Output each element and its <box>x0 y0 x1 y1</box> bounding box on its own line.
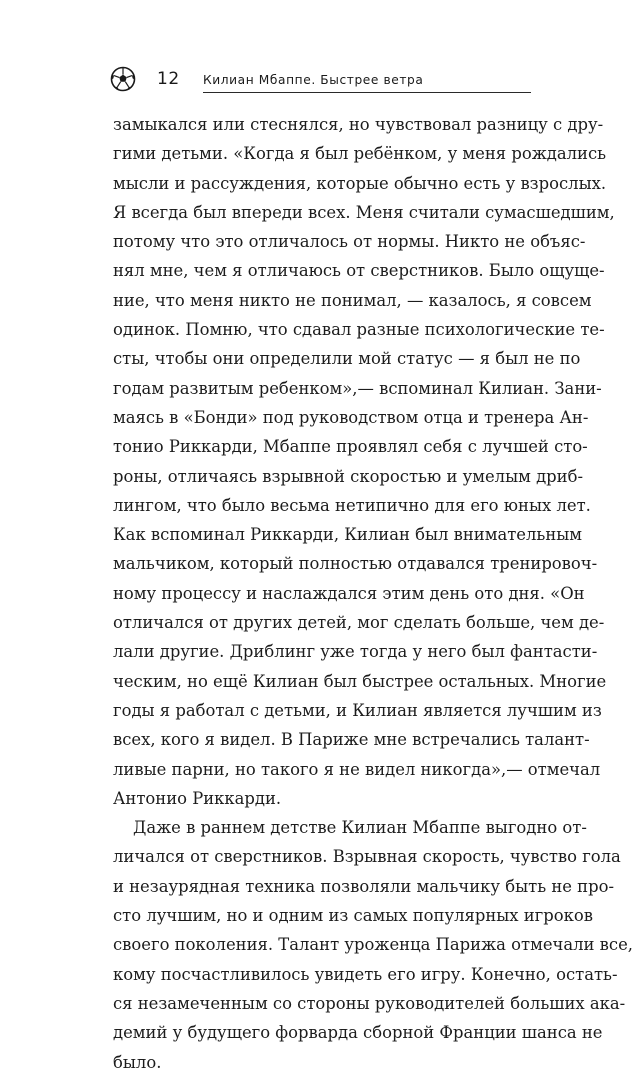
text-line: Антонио Риккарди. <box>113 788 282 808</box>
text-line: потому что это отличалось от нормы. Никто не объяс- <box>113 232 586 252</box>
soccer-ball-icon <box>110 66 136 92</box>
text-line: Я всегда был впереди всех. Меня считали сумасшедшим, <box>113 202 615 222</box>
text-line: лали другие. Дриблинг уже тогда у него был фантасти- <box>113 642 598 662</box>
text-line: демий у будущего форварда сборной Франции шанса не <box>113 1023 603 1043</box>
page-header <box>0 58 644 102</box>
text-line: своего поколения. Талант уроженца Парижа отмечали все, <box>113 935 633 955</box>
text-line: было. <box>113 1052 162 1072</box>
text-line: сты, чтобы они определили мой статус — я был не по <box>113 349 581 369</box>
text-line: отличался от других детей, мог сделать больше, чем де- <box>113 613 605 633</box>
text-line: замыкался или стеснялся, но чувствовал разницу с дру- <box>113 115 604 134</box>
running-title: Килиан Мбаппе. Быстрее ветра <box>203 73 424 87</box>
text-line: годы я работал с детьми, и Килиан является лучшим из <box>113 700 602 720</box>
text-line: всех, кого я видел. В Париже мне встречались талант- <box>113 730 590 750</box>
text-line: ческим, но ещё Килиан был быстрее остальных. Многие <box>113 671 607 691</box>
text-line: ние, что меня никто не понимал, — казалось, я совсем <box>113 290 592 310</box>
text-line: ному процессу и наслаждался этим день ото дня. «Он <box>113 583 585 603</box>
text-line: Даже в раннем детстве Килиан Мбаппе выгодно от- <box>133 818 587 838</box>
text-line: лингом, что было весьма нетипично для его юных лет. <box>113 495 591 515</box>
page-number: 12 <box>157 69 180 89</box>
text-line: годам развитым ребенком»,— вспоминал Килиан. Зани- <box>113 378 602 398</box>
text-line: ся незамеченным со стороны руководителей больших ака- <box>113 993 626 1013</box>
text-line: личался от сверстников. Взрывная скорость, чувство гола <box>113 847 621 867</box>
text-line: роны, отличаясь взрывной скоростью и умелым дриб- <box>113 466 584 486</box>
text-line: тонио Риккарди, Мбаппе проявлял себя с лучшей сто- <box>113 437 588 457</box>
text-line: сто лучшим, но и одним из самых популярных игроков <box>113 906 593 926</box>
text-line: кому посчастливилось увидеть его игру. Конечно, остать- <box>113 964 618 984</box>
text-line: маясь в «Бонди» под руководством отца и тренера Ан- <box>113 407 589 427</box>
text-line: Как вспоминал Риккарди, Килиан был внимательным <box>113 525 583 545</box>
text-line: мальчиком, который полностью отдавался тренировоч- <box>113 554 598 574</box>
text-line: гими детьми. «Когда я был ребёнком, у меня рождались <box>113 144 607 164</box>
text-line: нял мне, чем я отличаюсь от сверстников. Было ощуще- <box>113 261 605 281</box>
header-rule <box>203 92 531 93</box>
text-line: одинок. Помню, что сдавал разные психологические те- <box>113 320 605 340</box>
text-line: мысли и рассуждения, которые обычно есть у взрослых. <box>113 173 607 193</box>
text-line: ливые парни, но такого я не видел никогда»,— отмечал <box>113 759 601 779</box>
text-line: и незаурядная техника позволяли мальчику быть не про- <box>113 876 614 896</box>
body-text <box>113 110 633 1077</box>
